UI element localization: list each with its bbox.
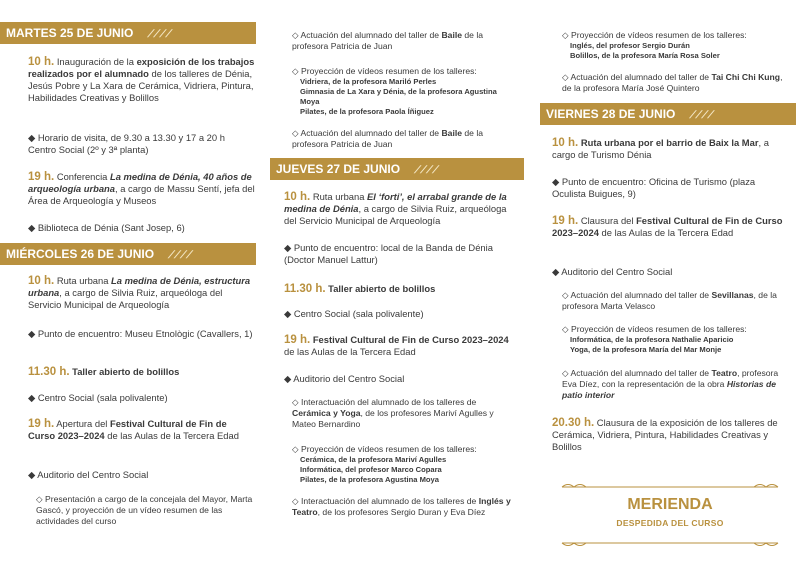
event-highlight: exposición de los trabajos realizados por el alumnado xyxy=(28,56,255,79)
event-fri-videos xyxy=(562,324,788,355)
event-fri-theatre xyxy=(562,368,788,401)
leaf-ornament-icon: ⟋⟋⟋⟋ xyxy=(689,110,714,121)
event-time: 11.30 h. xyxy=(284,283,326,295)
event-text: ◇ Proyección de vídeos resumen de los talleres: xyxy=(562,324,747,334)
workshop-line: Bolillos, de la profesora María Rosa Soler xyxy=(570,51,720,60)
event-time: 19 h. xyxy=(284,334,311,346)
event-thu-1130 xyxy=(284,283,516,295)
event-thu-auditorium: ◆ Auditorio del Centro Social xyxy=(284,373,405,384)
workshop-line: Vidriera, de la profesora Mariló Perles xyxy=(300,77,437,86)
workshop-line: Inglés, del profesor Sergio Durán xyxy=(570,41,690,50)
event-tue-19h xyxy=(28,171,256,207)
event-fri-10h xyxy=(552,137,788,161)
event-text: ◇ Interactuación del alumnado de los talleres de xyxy=(292,496,479,506)
event-thu-english-theatre xyxy=(292,496,516,518)
event-text: , de la profesora Marta Velasco xyxy=(562,290,777,311)
merienda-subtitle: DESPEDIDA DEL CURSO xyxy=(616,518,724,528)
event-text: ◇ Proyección de vídeos resumen de los talleres: xyxy=(292,444,477,454)
day-title: JUEVES 27 DE JUNIO xyxy=(276,162,401,176)
event-text: ◇ Proyección de vídeos resumen de los talleres: xyxy=(292,66,477,76)
event-text: ◇ Actuación del alumnado del taller de xyxy=(292,30,442,40)
event-thu-meeting: ◆ Punto de encuentro: local de la Banda de Dénia (Doctor Manuel Lattur) xyxy=(284,242,493,265)
event-wed-presentation: ◇ Presentación a cargo de la concejala del Mayor, Marta Gascó, y proyección de un vídeo resumen de las actividades del curso xyxy=(36,494,253,526)
leaf-ornament-icon: ⟋⟋⟋⟋ xyxy=(147,29,172,40)
event-highlight: Festival Cultural de Fin de Curso 2023–2024 xyxy=(310,334,509,345)
event-text: , a cargo de Massu Sentí, jefa del Área de Arqueología y Museos xyxy=(28,183,255,206)
event-time: 10 h. xyxy=(28,275,55,287)
event-text: ◇ Actuación del alumnado del taller de xyxy=(562,290,712,300)
event-fri-auditorium: ◆ Auditorio del Centro Social xyxy=(552,266,673,277)
event-text: Ruta urbana xyxy=(54,275,112,286)
event-c2-dance-2 xyxy=(292,128,514,150)
event-text: de la profesora Patricia de Juan xyxy=(292,30,484,51)
event-time: 20.30 h. xyxy=(552,417,595,429)
event-time: 19 h. xyxy=(28,418,55,430)
event-text: Clausura de la exposición de los talleres de Cerámica, Vidriera, Pintura, Habilidades Creativas y Bolillos xyxy=(552,417,778,452)
event-text: Clausura del xyxy=(578,215,637,226)
event-highlight: Baile xyxy=(441,128,463,138)
event-text: , profesora Eva Díez, con la representación de la obra xyxy=(562,368,779,389)
event-thu-room: ◆ Centro Social (sala polivalente) xyxy=(284,308,424,319)
event-wed-19h xyxy=(28,418,256,442)
event-c3-taichi xyxy=(562,72,788,94)
event-text: ◇ Interactuación del alumnado de los talleres de xyxy=(292,397,477,407)
event-highlight: La medina de Dénia, estructura urbana xyxy=(28,275,251,298)
event-time: 10 h. xyxy=(28,56,55,68)
event-highlight: Taller abierto de bolillos xyxy=(69,366,180,377)
event-highlight: Tai Chi Chi Kung xyxy=(711,72,781,82)
event-wed-room: ◆ Centro Social (sala polivalente) xyxy=(28,392,168,403)
event-text: de las Aulas de la Tercera Edad xyxy=(104,430,239,441)
event-time: 19 h. xyxy=(552,215,579,227)
event-text: Inauguración de la xyxy=(54,56,137,67)
event-highlight: La medina de Dénia, 40 años de arqueología urbana xyxy=(28,171,252,194)
event-highlight: Baile xyxy=(441,30,463,40)
event-thu-ceramics-yoga xyxy=(292,397,516,430)
event-highlight: Festival Cultural de Fin de Curso 2023–2024 xyxy=(552,215,783,238)
event-time: 19 h. xyxy=(28,171,55,183)
laurel-ornament-bottom-icon xyxy=(552,538,788,548)
event-c3-videos xyxy=(562,30,788,61)
event-highlight: Ruta urbana por el barrio de Baix la Mar xyxy=(578,137,759,148)
event-time: 11.30 h. xyxy=(28,366,70,378)
event-fri-2030 xyxy=(552,417,788,453)
laurel-ornament-top-icon xyxy=(552,482,788,492)
workshop-line: Gimnasia de La Xara y Dénia, de la profesora Agustina Moya xyxy=(300,87,497,106)
event-time: 10 h. xyxy=(552,137,579,149)
event-text: , a cargo de Silvia Ruiz, arqueóloga del Servicio Municipal de Arqueología xyxy=(28,287,223,310)
event-c2-videos xyxy=(292,66,516,117)
event-highlight: Inglés y Teatro xyxy=(292,496,511,517)
event-fri-19h xyxy=(552,215,788,239)
day-title: VIERNES 28 DE JUNIO xyxy=(546,107,676,121)
event-text: de las Aulas de la Tercera Edad xyxy=(598,227,734,238)
day-header-friday xyxy=(540,103,796,125)
event-text: ◇ Actuación del alumnado del taller de xyxy=(562,72,712,82)
event-highlight: El ‘forti’, el arrabal grande de la medina de Dénia xyxy=(284,191,507,214)
event-text: , de la profesora María José Quintero xyxy=(562,72,783,93)
event-wed-meeting: ◆ Punto de encuentro: Museu Etnològic (Cavallers, 1) xyxy=(28,328,253,339)
workshop-line: Cerámica, de la profesora Mariví Agulles xyxy=(300,455,447,464)
event-text: , a cargo de Silvia Ruiz, arqueóloga del Servicio Municipal de Arqueología xyxy=(284,203,507,226)
event-wed-1130 xyxy=(28,366,256,378)
day-header-tuesday xyxy=(0,22,256,44)
event-thu-10h xyxy=(284,191,516,227)
merienda-title: MERIENDA xyxy=(627,496,713,513)
day-header-wednesday xyxy=(0,243,256,265)
workshop-line: Yoga, de la profesora María del Mar Monje xyxy=(570,345,722,354)
event-highlight: Cerámica y Yoga xyxy=(292,408,361,418)
event-highlight: Festival Cultural de Fin de Curso 2023–2024 xyxy=(28,418,227,441)
event-text: de los talleres de Dénia, Jesús Pobre y La Xara de Cerámica, Vidriera, Pintura, Habilidades Creativas y Bolillos xyxy=(28,68,254,103)
event-fri-sevillanas xyxy=(562,290,788,312)
event-text: , a cargo de Turismo Dénia xyxy=(552,137,769,160)
event-text: Ruta urbana xyxy=(310,191,368,202)
event-highlight: Taller abierto de bolillos xyxy=(325,283,436,294)
event-time: 10 h. xyxy=(284,191,311,203)
event-highlight: Sevillanas xyxy=(711,290,754,300)
workshop-line: Informática, del profesor Marco Copara xyxy=(300,465,442,474)
event-thu-19h xyxy=(284,334,516,358)
day-header-thursday xyxy=(270,158,524,180)
workshop-line: Pilates, de la profesora Agustina Moya xyxy=(300,475,439,484)
event-text: ◇ Actuación del alumnado del taller de xyxy=(562,368,712,378)
event-tue-library: ◆ Biblioteca de Dénia (Sant Josep, 6) xyxy=(28,222,185,233)
event-text: Apertura del xyxy=(54,418,110,429)
event-highlight: Historias de patio interior xyxy=(562,379,777,400)
event-wed-auditorium: ◆ Auditorio del Centro Social xyxy=(28,469,149,480)
event-text: Conferencia xyxy=(54,171,110,182)
event-text: , de los profesores Mariví Agulles y Mateo Bernardino xyxy=(292,408,494,429)
day-title: MIÉRCOLES 26 DE JUNIO xyxy=(6,247,155,261)
event-text: , de los profesores Sergio Duran y Eva Díez xyxy=(317,507,486,517)
workshop-line: Informática, de la profesora Nathalie Aparicio xyxy=(570,335,734,344)
leaf-ornament-icon: ⟋⟋⟋⟋ xyxy=(414,165,439,176)
workshop-line: Pilates, de la profesora Paola Íñiguez xyxy=(300,107,434,116)
event-text: de la profesora Patricia de Juan xyxy=(292,128,484,149)
event-text: ◇ Actuación del alumnado del taller de xyxy=(292,128,442,138)
event-tue-location: ◆ Horario de visita, de 9.30 a 13.30 y 17 a 20 h Centro Social (2º y 3ª planta) xyxy=(28,132,225,155)
event-tue-10h xyxy=(28,56,256,104)
event-fri-meeting: ◆ Punto de encuentro: Oficina de Turismo (plaza Oculista Buigues, 9) xyxy=(552,176,756,199)
event-text: ◇ Proyección de vídeos resumen de los talleres: xyxy=(562,30,747,40)
event-highlight: Teatro xyxy=(711,368,738,378)
event-wed-10h xyxy=(28,275,256,311)
event-thu-videos xyxy=(292,444,516,485)
day-title: MARTES 25 DE JUNIO xyxy=(6,26,134,40)
event-text: de las Aulas de la Tercera Edad xyxy=(284,346,416,357)
event-c2-dance-1 xyxy=(292,30,514,52)
leaf-ornament-icon: ⟋⟋⟋⟋ xyxy=(168,250,193,261)
